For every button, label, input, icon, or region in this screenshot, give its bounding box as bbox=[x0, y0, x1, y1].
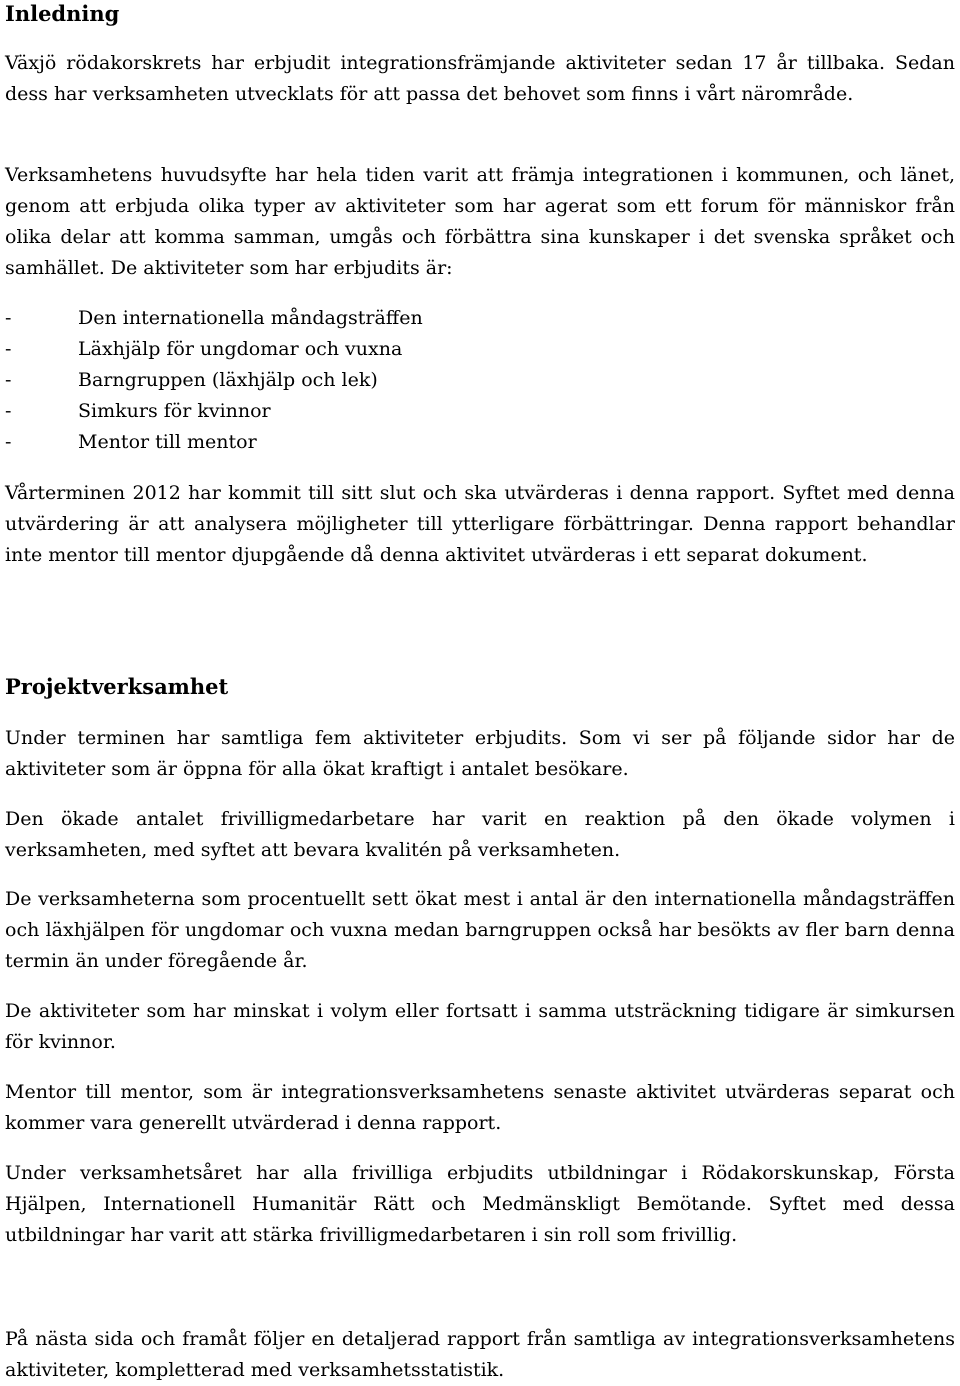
paragraph-training: Under verksamhetsåret har alla frivilliga erbjudits utbildningar i Rödakorskunskap, Första Hjälpen, Internationell Humanitär Rätt och Medmänskligt Bemötande. Syftet med dessa utbildningar har varit att stärka frivilligmedarbetaren i sin roll som frivillig. bbox=[5, 1162, 955, 1246]
paragraph-activities: Under terminen har samtliga fem aktiviteter erbjudits. Som vi ser på följande sidor har de aktiviteter som är öppna för alla ökat kraftigt i antalet besökare. bbox=[5, 727, 955, 780]
heading-inledning: Inledning bbox=[5, 1, 120, 26]
list-item: - Simkurs för kvinnor bbox=[5, 400, 271, 422]
paragraph-evaluation: Vårterminen 2012 har kommit till sitt slut och ska utvärderas i denna rapport. Syftet med denna utvärdering är att analysera möjligheter till ytterligare förbättringar. Denna rapport behandlar inte mentor till mentor djupgående då denna aktivitet utvärderas i ett separat dokument. bbox=[5, 482, 955, 566]
list-item: - Läxhjälp för ungdomar och vuxna bbox=[5, 338, 403, 360]
heading-projektverksamhet: Projektverksamhet bbox=[5, 674, 229, 699]
paragraph-growth: De verksamheterna som procentuellt sett ökat mest i antal är den internationella måndagsträffen och läxhjälpen för ungdomar och vuxna medan barngruppen också har besökts av fler barn denna termin än under föregående år. bbox=[5, 888, 955, 972]
list-item: - Mentor till mentor bbox=[5, 431, 257, 453]
activity-list bbox=[5, 303, 955, 458]
paragraph-mentor: Mentor till mentor, som är integrationsverksamhetens senaste aktivitet utvärderas separat och kommer vara generellt utvärderad i denna rapport. bbox=[5, 1081, 955, 1134]
paragraph-volunteers: Den ökade antalet frivilligmedarbetare har varit en reaktion på den ökade volymen i verksamheten, med syftet att bevara kvalitén på verksamheten. bbox=[5, 808, 955, 861]
list-item: - Barngruppen (läxhjälp och lek) bbox=[5, 369, 378, 391]
list-item: - Den internationella måndagsträffen bbox=[5, 307, 423, 329]
paragraph-next-page: På nästa sida och framåt följer en detaljerad rapport från samtliga av integrationsverksamhetens aktiviteter, kompletterad med verksamhetsstatistik. bbox=[5, 1328, 955, 1381]
paragraph-intro: Växjö rödakorskrets har erbjudit integrationsfrämjande aktiviteter sedan 17 år tillbaka. Sedan dess har verksamheten utvecklats för att passa det behovet som finns i vårt närområde. bbox=[5, 52, 955, 105]
paragraph-decrease: De aktiviteter som har minskat i volym eller fortsatt i samma utsträckning tidigare är simkursen för kvinnor. bbox=[5, 1000, 955, 1053]
paragraph-purpose: Verksamhetens huvudsyfte har hela tiden varit att främja integrationen i kommunen, och länet, genom att erbjuda olika typer av aktiviteter som har agerat som ett forum för människor från olika delar att komma samman, umgås och förbättra sina kunskaper i det svenska språket och samhället. De aktiviteter som har erbjudits är: bbox=[5, 164, 955, 279]
